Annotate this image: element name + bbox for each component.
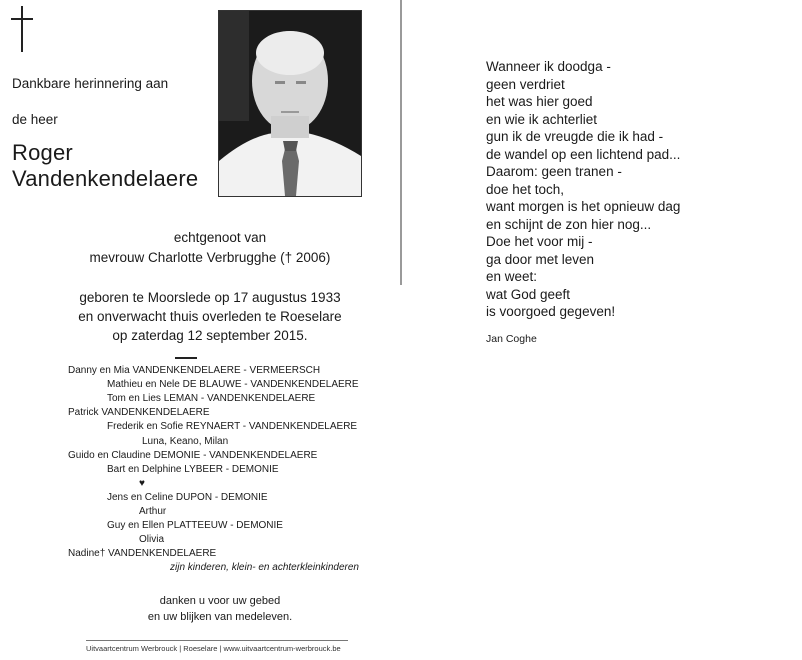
footer-text: Uitvaartcentrum Werbrouck | Roeselare | www.uitvaartcentrum-werbrouck.be (86, 644, 341, 653)
poem-line: Doe het voor mij - (486, 234, 593, 249)
portrait-photo (218, 10, 362, 197)
family-line: Mathieu en Nele DE BLAUWE - VANDENKENDELAERE (107, 379, 359, 390)
date-line: op zaterdag 12 september 2015. (112, 328, 308, 343)
poem-line: wat God geeft (486, 286, 571, 302)
portrait-icon (219, 11, 361, 196)
poem-line: want morgen is het opnieuw dag (486, 199, 681, 214)
family-line: Tom en Lies LEMAN - VANDENKENDELAERE (107, 393, 316, 404)
poem-line: en wie ik achterliet (486, 111, 598, 127)
footer-divider (86, 640, 348, 641)
title-line: de heer (12, 112, 58, 127)
poem-line: Daarom: geen tranen - (486, 164, 622, 179)
intro-line: Dankbare herinnering aan (12, 76, 169, 91)
spouse-intro: echtgenoot van (173, 230, 267, 245)
poem-line: doe het toch, (486, 181, 565, 197)
family-line: Nadine† VANDENKENDELAERE (68, 548, 217, 559)
family-line: Arthur (139, 506, 167, 517)
last-name: Vandenkendelaere (12, 166, 199, 191)
poem-line: geen verdriet (486, 76, 565, 92)
spouse-line: mevrouw Charlotte Verbrugghe († 2006) (89, 250, 331, 265)
family-line: Jens en Celine DUPON - DEMONIE (107, 492, 268, 503)
death-line: en onverwacht thuis overleden te Roeselare (78, 309, 342, 324)
poem-line: de wandel op een lichtend pad... (486, 146, 681, 162)
family-line: Danny en Mia VANDENKENDELAERE - VERMEERSCH (68, 365, 321, 376)
poem (486, 58, 680, 321)
fold-line (400, 0, 402, 285)
poem-line: gun ik de vreugde die ik had - (486, 129, 664, 144)
family-line: Olivia (139, 534, 165, 545)
family-line: Frederik en Sofie REYNAERT - VANDENKENDELAERE (107, 421, 358, 432)
thanks-line-2: en uw blijken van medeleven. (147, 611, 293, 623)
family-line: Bart en Delphine LYBEER - DEMONIE (107, 464, 279, 475)
poem-line: Wanneer ik doodga - (486, 59, 611, 74)
family-line: Guy en Ellen PLATTEEUW - DEMONIE (107, 520, 283, 531)
poem-line: en schijnt de zon hier nog... (486, 216, 652, 232)
poem-line: is voorgoed gegeven! (486, 304, 616, 319)
poem-line: het was hier goed (486, 94, 593, 109)
birth-line: geboren te Moorslede op 17 augustus 1933 (79, 290, 341, 305)
poem-line: en weet: (486, 269, 538, 284)
family-line: Luna, Keano, Milan (142, 436, 229, 447)
family-line: Guido en Claudine DEMONIE - VANDENKENDELAERE (68, 450, 318, 461)
poem-line: ga door met leven (486, 251, 595, 267)
heart-icon: ♥ (139, 478, 145, 489)
family-closing: zijn kinderen, klein- en achterkleinkinderen (170, 562, 359, 573)
thanks-line-1: danken u voor uw gebed (159, 595, 281, 607)
poem-author: Jan Coghe (486, 333, 537, 345)
first-name: Roger (12, 140, 73, 165)
family-line: Patrick VANDENKENDELAERE (68, 407, 210, 418)
separator-dash (175, 357, 197, 359)
